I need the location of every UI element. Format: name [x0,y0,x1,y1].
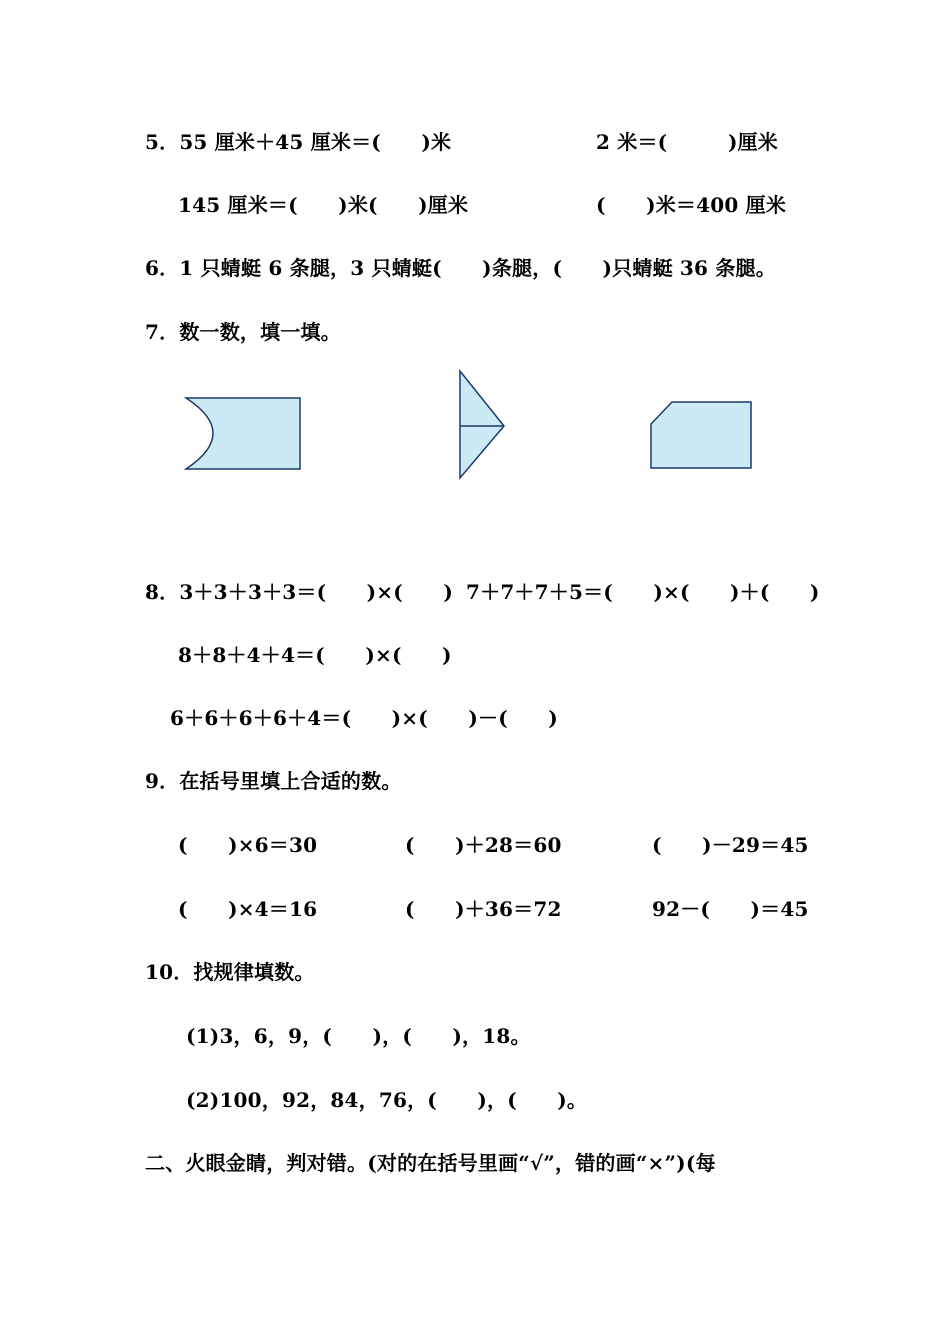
shape-cut-corner-rectangle [651,402,751,468]
q9-r2c2: ( )＋36＝72 [405,897,562,921]
q10-s1: (1)3，6，9，( )，( )，18。 [186,1024,531,1048]
q9-r1c3: ( )－29＝45 [652,833,809,857]
q8-line3: 6＋6＋6＋6＋4＝( )×( )－( ) [170,706,558,730]
q5-line1-right: 2 米＝( )厘米 [596,130,779,154]
q9-r1c1: ( )×6＝30 [178,833,318,857]
section2-heading: 二、火眼金睛，判对错。(对的在括号里画“√”，错的画“×”)(每 [145,1151,716,1175]
q9-text: 9．在括号里填上合适的数。 [145,769,402,793]
shape-concave-rectangle [186,398,300,469]
q6-text: 6．1 只蜻蜓 6 条腿，3 只蜻蜓( )条腿，( )只蜻蜓 36 条腿。 [145,256,776,280]
shape-kite-triangles [460,371,504,478]
q5-line2-right: ( )米＝400 厘米 [596,193,787,217]
q8-line1-left: 8．3＋3＋3＋3＝( )×( ) [145,580,453,604]
q5-line2-left: 145 厘米＝( )米( )厘米 [178,193,469,217]
q9-r1c2: ( )＋28＝60 [405,833,562,857]
q7-text: 7．数一数，填一填。 [145,320,341,344]
q5-line1-left: 5．55 厘米＋45 厘米＝( )米 [145,130,452,154]
q8-line2: 8＋8＋4＋4＝( )×( ) [178,643,452,667]
q10-text: 10．找规律填数。 [145,960,315,984]
q10-s2: (2)100，92，84，76，( )，( )。 [186,1088,588,1112]
q9-r2c3: 92－( )＝45 [652,897,809,921]
q9-r2c1: ( )×4＝16 [178,897,318,921]
q8-line1-right: 7＋7＋7＋5＝( )×( )＋( ) [466,580,820,604]
